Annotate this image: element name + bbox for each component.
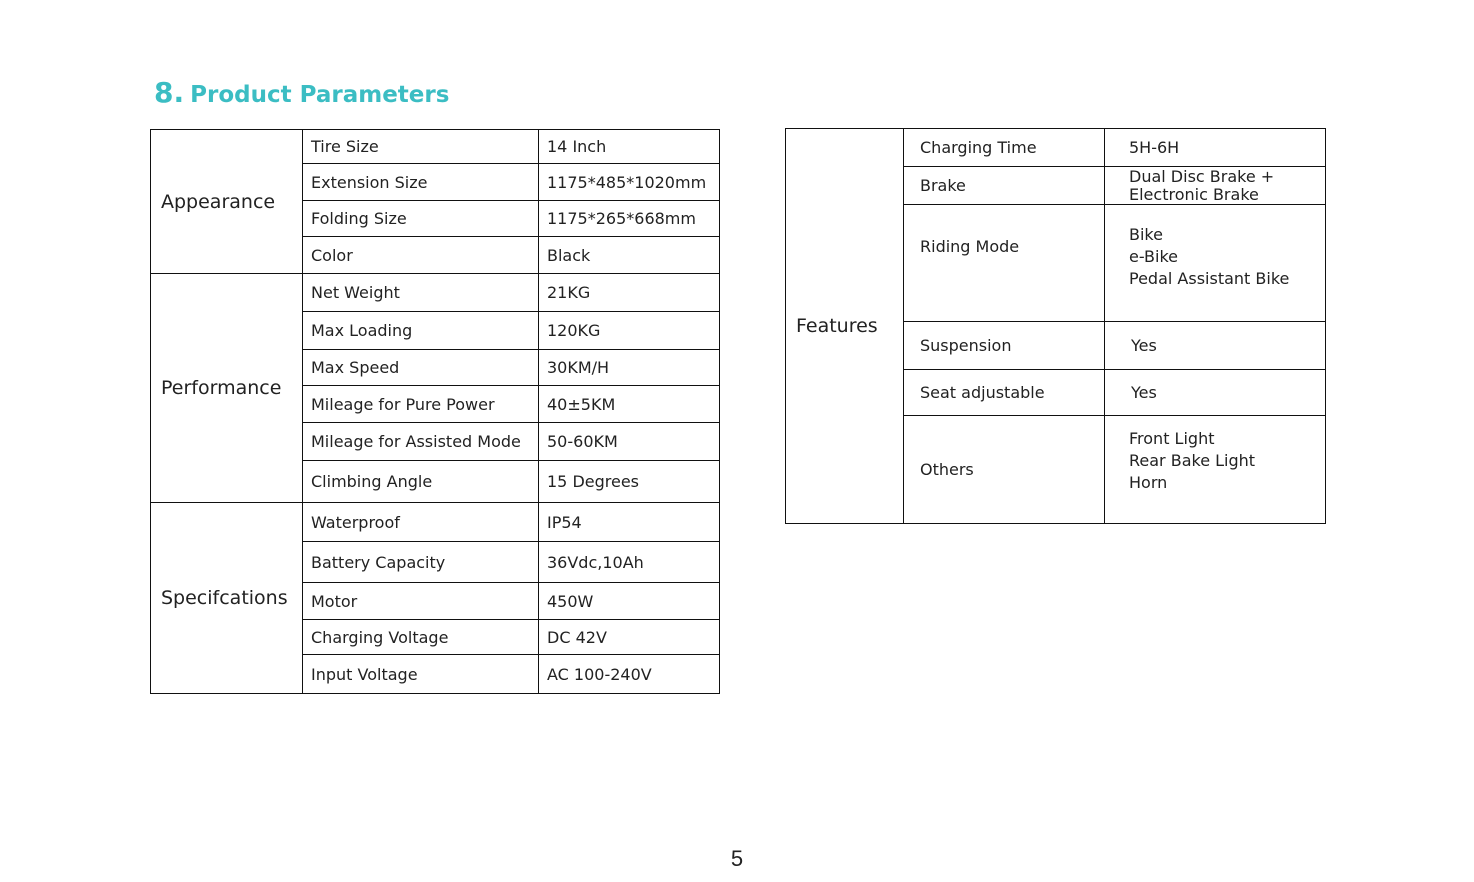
param-key: Others [904, 416, 1105, 524]
value-line: Front Light [1129, 429, 1215, 448]
param-value: 50-60KM [539, 423, 720, 461]
parameters-table-right [785, 128, 1326, 524]
table-row [786, 129, 1326, 167]
param-key: Battery Capacity [303, 542, 539, 583]
param-key: Mileage for Pure Power [303, 386, 539, 423]
section-number: 8. [154, 76, 185, 109]
param-key: Input Voltage [303, 655, 539, 694]
param-key: Motor [303, 583, 539, 620]
param-key: Riding Mode [904, 205, 1105, 322]
param-key: Seat adjustable [904, 370, 1105, 416]
table-row [151, 274, 720, 312]
param-key: Extension Size [303, 164, 539, 201]
value-line: Bike [1129, 225, 1163, 244]
value-line: Horn [1129, 473, 1168, 492]
param-value [1105, 370, 1326, 416]
param-value [1105, 322, 1326, 370]
param-key: Net Weight [303, 274, 539, 312]
param-value: IP54 [539, 503, 720, 542]
param-value [1105, 167, 1326, 205]
param-key: Color [303, 237, 539, 274]
param-key: Brake [904, 167, 1105, 205]
value-line: Rear Bake Light [1129, 451, 1256, 470]
param-key: Tire Size [303, 130, 539, 164]
param-value: 450W [539, 583, 720, 620]
group-specifications: Specifcations [151, 503, 303, 694]
value-line: e-Bike [1129, 247, 1179, 266]
param-value: DC 42V [539, 620, 720, 655]
parameters-table-left [150, 129, 720, 694]
param-value: 15 Degrees [539, 461, 720, 503]
section-title: Product Parameters [190, 82, 450, 108]
param-value: 14 Inch [539, 130, 720, 164]
param-value: 1175*485*1020mm [539, 164, 720, 201]
param-value: 30KM/H [539, 350, 720, 386]
value-line: Yes [1131, 382, 1157, 402]
param-key: Charging Time [904, 129, 1105, 167]
param-value [1105, 129, 1326, 167]
param-value: 21KG [539, 274, 720, 312]
param-key: Max Speed [303, 350, 539, 386]
param-key: Suspension [904, 322, 1105, 370]
value-line: Pedal Assistant Bike [1129, 269, 1290, 288]
param-key: Charging Voltage [303, 620, 539, 655]
page-title [154, 76, 449, 109]
param-value [1105, 416, 1326, 524]
value-line: Yes [1131, 335, 1157, 355]
param-value: AC 100-240V [539, 655, 720, 694]
value-line: 5H-6H [1129, 137, 1180, 157]
param-key: Mileage for Assisted Mode [303, 423, 539, 461]
group-appearance: Appearance [151, 130, 303, 274]
table-row [151, 503, 720, 542]
param-value: 36Vdc,10Ah [539, 542, 720, 583]
param-key: Climbing Angle [303, 461, 539, 503]
param-key: Max Loading [303, 312, 539, 350]
param-value: Black [539, 237, 720, 274]
param-value: 40±5KM [539, 386, 720, 423]
group-performance: Performance [151, 274, 303, 503]
param-value: 1175*265*668mm [539, 201, 720, 237]
value-line: Dual Disc Brake + [1129, 166, 1275, 186]
param-value [1105, 205, 1326, 322]
param-value: 120KG [539, 312, 720, 350]
value-line: Electronic Brake [1129, 184, 1259, 204]
param-key: Folding Size [303, 201, 539, 237]
group-features: Features [786, 129, 904, 524]
table-row [151, 130, 720, 164]
page-number: 5 [730, 846, 744, 871]
param-key: Waterproof [303, 503, 539, 542]
